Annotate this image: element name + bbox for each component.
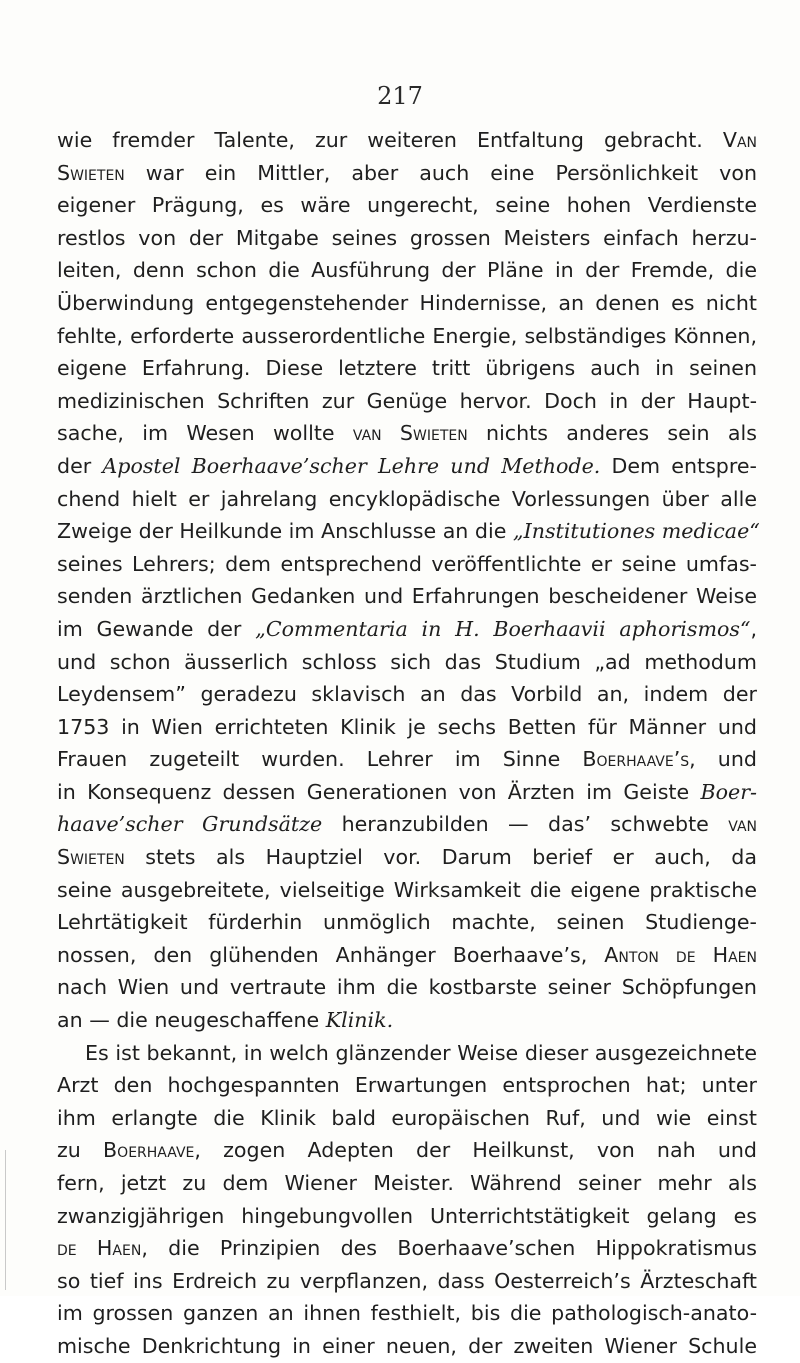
text-segment: fern, jetzt zu dem Wiener Meister. Während seiner mehr als [57,1171,757,1195]
text-line [57,971,757,1004]
text-line [57,320,757,353]
text-segment: zwanzigjährigen hingebungvollen Unterrichtstätigkeit gelang es [57,1203,757,1228]
italic-text: Boer- [700,779,757,804]
text-line [57,1134,757,1167]
text-line [57,1232,757,1265]
page-number: 217 [377,82,423,110]
italic-text: „Commentaria in H. Boerhaavii aphorismos“ [255,616,751,641]
text-segment: im Gewande der [57,616,256,641]
text-segment: eigener Prägung, es wäre ungerecht, seine hohen Verdienste [57,193,757,218]
text-line [57,254,757,287]
text-line [57,450,757,483]
text-line [57,189,757,222]
text-line [57,1265,757,1298]
text-segment: mische Denkrichtung in einer neuen, der zweiten Wiener Schule [57,1333,757,1358]
text-line [57,874,757,907]
text-segment: und schon äusserlich schloss sich das Studium „ad methodum [57,649,757,674]
italic-text: „Institutiones medicae“ [512,519,760,544]
text-line [57,678,757,711]
text-line [57,1037,757,1070]
text-segment: Dem entspre- [600,453,757,478]
text-line [57,352,757,385]
text-segment: Frauen zugeteilt wurden. Lehrer im Sinne [57,747,583,772]
text-segment: nach Wien und vertraute ihm die kostbarste seiner Schöpfungen [57,975,757,1000]
small-caps-name: Swieten [57,160,125,185]
small-caps-name: van [728,812,757,837]
text-line [57,417,757,450]
text-segment: so tief ins Erdreich zu verpflanzen, dass Oesterreich’s Ärzteschaft [57,1268,757,1293]
text-segment: , die Prinzipien des Boerhaave’schen Hippokratismus [141,1236,757,1261]
text-line [57,841,757,874]
text-line [57,548,757,581]
text-segment: nossen, den glühenden Anhänger Boerhaave’s, [57,942,605,967]
text-line [57,1330,757,1363]
text-line [57,580,757,613]
text-segment: wie fremder Talente, zur weiteren Entfaltung gebracht. [57,128,723,152]
text-segment: chend hielt er jahrelang encyklopädische Vorlessungen über alle [57,486,757,511]
text-line [57,1167,757,1200]
text-segment: war ein Mittler, aber auch eine Persönlichkeit von [124,160,757,185]
small-caps-name: de Haen [57,1236,142,1261]
text-line [57,1102,757,1135]
text-line [57,613,757,646]
text-segment: an — die neugeschaffene [57,1008,326,1033]
text-line [57,222,757,255]
text-segment: seine ausgebreitete, vielseitige Wirksamkeit die eigene praktische [57,877,757,902]
text-line [57,1004,757,1037]
text-line [57,1297,757,1330]
text-line [57,646,757,679]
text-segment: in Konsequenz dessen Generationen von Ärzten im Geiste [57,779,701,804]
small-caps-name: Anton de Haen [604,942,757,967]
text-segment: Überwindung entgegenstehender Hindernisse, an denen es nicht [57,290,757,315]
text-segment: im grossen ganzen an ihnen festhielt, bis die pathologisch-anato- [57,1301,757,1326]
text-line [57,157,757,190]
text-line [57,776,757,809]
text-segment: Zweige der Heilkunde im Anschlusse an die [57,519,513,544]
small-caps-name: Boerhaave [103,1138,195,1163]
text-segment: Leydensem” geradezu sklavisch an das Vorbild an, indem der [57,682,757,707]
small-caps-name: van Swieten [352,421,468,446]
text-segment: ihm erlangte die Klinik bald europäischen Ruf, und wie einst [57,1105,757,1130]
text-segment: zu [57,1138,104,1163]
text-line [57,939,757,972]
text-segment: seines Lehrers; dem entsprechend veröffentlichte er seine umfas- [57,551,757,576]
text-segment: , [750,616,758,641]
italic-text: Apostel Boerhaave’scher Lehre und Methode. [102,453,601,478]
text-line [57,1069,757,1102]
text-segment: , und [689,747,757,772]
text-line [57,287,757,320]
text-segment: Arzt den hochgespannten Erwartungen entsprochen hat; unter [57,1073,757,1098]
text-segment: der [57,453,103,478]
text-line [57,483,757,516]
text-line [57,1200,757,1233]
text-line [57,906,757,939]
text-line [57,515,760,548]
text-segment: eigene Erfahrung. Diese letztere tritt übrigens auch in seinen [57,356,757,381]
italic-text: haave’scher Grundsätze [57,812,323,837]
text-segment: leiten, denn schon die Ausführung der Pläne in der Fremde, die [57,258,757,283]
text-segment: senden ärztlichen Gedanken und Erfahrungen bescheidener Weise [57,584,757,609]
text-segment: heranzubilden — das’ schwebte [322,812,729,837]
text-line [57,743,757,776]
text-segment: 1753 in Wien errichteten Klinik je sechs Betten für Männer und [57,714,757,739]
text-segment: Lehrtätigkeit fürderhin unmöglich machte, seinen Studienge- [57,910,757,935]
text-segment: Es ist bekannt, in welch glänzender Weise dieser ausgezeichnete [85,1040,757,1065]
text-line [57,711,757,744]
text-segment: restlos von der Mitgabe seines grossen Meisters einfach herzu- [57,225,757,250]
text-segment: medizinischen Schriften zur Genüge hervor. Doch in der Haupt- [57,388,757,413]
small-caps-name: Van [722,128,757,152]
text-segment: nichts anderes sein als [467,421,757,446]
text-segment: stets als Hauptziel vor. Darum berief er auch, da [124,845,757,870]
text-line [57,385,757,418]
italic-text: Klinik. [325,1008,394,1033]
text-segment: sache, im Wesen wollte [57,421,353,446]
text-segment: fehlte, erforderte ausserordentliche Energie, selbständiges Können, [57,323,757,348]
text-line [57,808,757,841]
small-caps-name: Swieten [57,845,125,870]
text-segment: , zogen Adepten der Heilkunst, von nah und [194,1138,757,1163]
text-line [57,124,757,157]
page-edge-shadow [5,1150,6,1290]
body-text [57,124,760,1363]
small-caps-name: Boerhaave’s [582,747,690,772]
